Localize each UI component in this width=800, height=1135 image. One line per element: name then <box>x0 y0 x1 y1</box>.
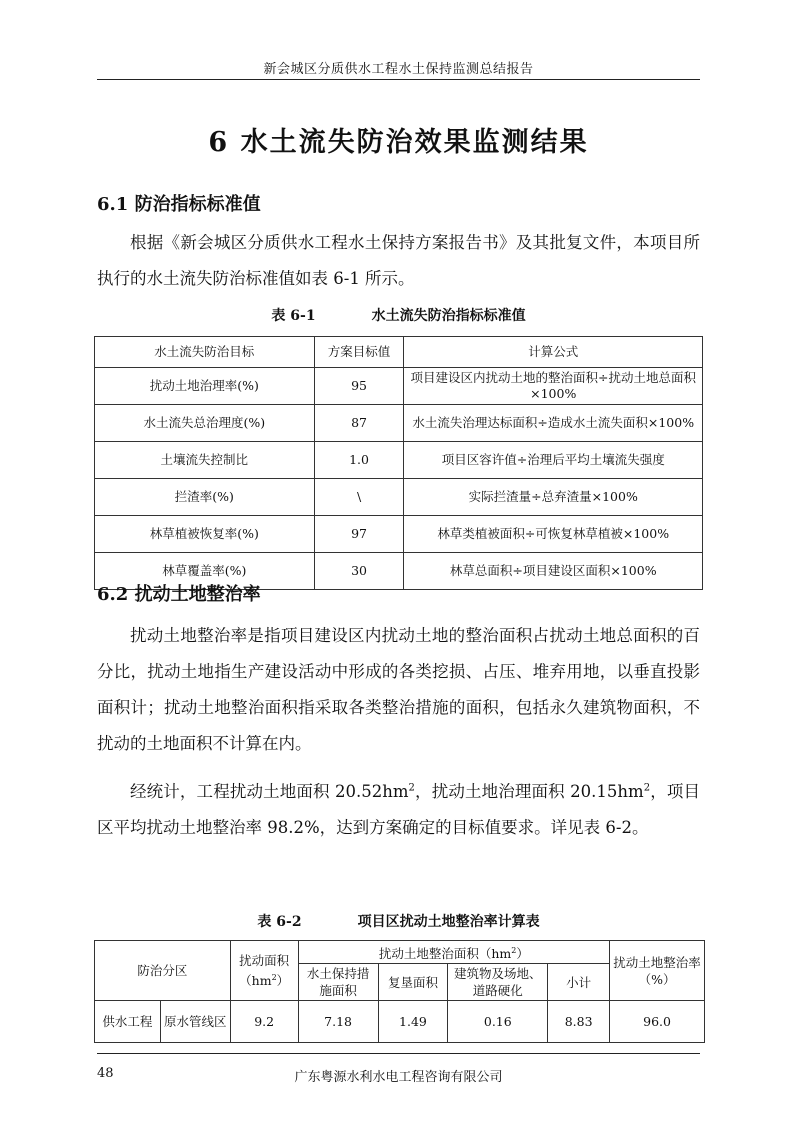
table-6-1-title: 水土流失防治指标标准值 <box>371 308 526 324</box>
col-header-disturbed-unit-end: ） <box>276 973 290 989</box>
cell-building: 0.16 <box>448 1001 548 1043</box>
cell-value: 1.0 <box>314 442 404 479</box>
cell-reclaim: 1.49 <box>378 1001 448 1043</box>
table-6-1-caption <box>97 305 700 325</box>
p2-text-b: ，扰动土地治理面积 20.15hm <box>414 782 644 801</box>
section-6-1-paragraph: 根据《新会城区分质供水工程水土保持方案报告书》及其批复文件，本项目所执行的水土流失防治标准值如表 6-1 所示。 <box>97 233 700 288</box>
col-header-soil: 水土保持措施面积 <box>298 964 378 1001</box>
col-header-treated-end: ） <box>516 946 529 962</box>
cell-disturbed: 9.2 <box>230 1001 298 1043</box>
cell-formula: 项目建设区内扰动土地的整治面积÷扰动土地总面积×100% <box>404 368 703 405</box>
cell-formula: 水土流失治理达标面积÷造成水土流失面积×100% <box>404 405 703 442</box>
table-header-row <box>95 337 703 368</box>
col-header-disturbed <box>230 941 298 1001</box>
table-header-row-1 <box>95 941 705 964</box>
table-row <box>95 442 703 479</box>
col-header-treated-label: 扰动土地整治面积（hm <box>378 946 512 962</box>
p2-text-c: ，项目区平均扰动土地整治率 98.2%，达到方案确定的目标值要求。详见表 6-2。 <box>97 782 700 837</box>
cell-formula: 林草总面积÷项目建设区面积×100% <box>404 553 703 590</box>
col-header-zone: 防治分区 <box>95 941 231 1001</box>
table-row <box>95 368 703 405</box>
cell-value: \ <box>314 479 404 516</box>
cell-target: 扰动土地治理率(%) <box>95 368 315 405</box>
cell-rate: 96.0 <box>610 1001 705 1043</box>
superscript: 2 <box>511 946 517 955</box>
cell-target: 拦渣率(%) <box>95 479 315 516</box>
table-row <box>95 479 703 516</box>
cell-soil: 7.18 <box>298 1001 378 1043</box>
col-header-disturbed-unit: （hm <box>239 973 272 989</box>
cell-target: 林草覆盖率(%) <box>95 553 315 590</box>
cell-target: 林草植被恢复率(%) <box>95 516 315 553</box>
footer-rule <box>97 1053 700 1054</box>
col-header-building: 建筑物及场地、道路硬化 <box>448 964 548 1001</box>
superscript: 2 <box>408 782 415 794</box>
col-header-target: 水土流失防治目标 <box>95 337 315 368</box>
section-6-2-paragraph-1: 扰动土地整治率是指项目建设区内扰动土地的整治面积占扰动土地总面积的百分比，扰动土地指生产建设活动中形成的各类挖损、占压、堆弃用地，以垂直投影面积计；扰动土地整治面积指采取各类整治措施的面积，包括永久建筑物面积，不扰动的土地面积不计算在内。 <box>97 626 700 753</box>
superscript: 2 <box>643 782 651 794</box>
col-header-treated <box>298 941 609 964</box>
page-number: 48 <box>97 1066 114 1081</box>
col-header-subtotal: 小计 <box>548 964 610 1001</box>
table-6-2-number: 表 6-2 <box>257 914 302 930</box>
cell-subtotal: 8.83 <box>548 1001 610 1043</box>
section-6-2-heading: 6.2 扰动土地整治率 <box>97 584 261 605</box>
footer-company: 广东粤源水利水电工程咨询有限公司 <box>294 1070 503 1085</box>
cell-target: 土壤流失控制比 <box>95 442 315 479</box>
cell-value: 97 <box>314 516 404 553</box>
table-row <box>95 1001 705 1043</box>
page-header: 新会城区分质供水工程水土保持监测总结报告 <box>263 62 534 77</box>
cell-project: 供水工程 <box>95 1001 161 1043</box>
col-header-reclaim: 复垦面积 <box>378 964 448 1001</box>
table-row <box>95 405 703 442</box>
table-6-1-number: 表 6-1 <box>271 308 316 324</box>
section-6-1-heading: 6.1 防治指标标准值 <box>97 194 261 215</box>
table-row <box>95 516 703 553</box>
cell-formula: 林草类植被面积÷可恢复林草植被×100% <box>404 516 703 553</box>
table-6-2-title: 项目区扰动土地整治率计算表 <box>357 914 540 930</box>
header-rule <box>97 79 700 80</box>
cell-formula: 项目区容许值÷治理后平均土壤流失强度 <box>404 442 703 479</box>
col-header-formula: 计算公式 <box>404 337 703 368</box>
section-6-2-paragraph-2 <box>97 774 700 846</box>
col-header-disturbed-label: 扰动面积 <box>239 953 290 968</box>
cell-zone: 原水管线区 <box>160 1001 230 1043</box>
cell-value: 87 <box>314 405 404 442</box>
chapter-title: 6 水土流失防治效果监测结果 <box>208 127 589 158</box>
cell-formula: 实际拦渣量÷总弃渣量×100% <box>404 479 703 516</box>
table-6-2-caption <box>97 911 700 931</box>
cell-value: 30 <box>314 553 404 590</box>
cell-target: 水土流失总治理度(%) <box>95 405 315 442</box>
col-header-rate: 扰动土地整治率（%） <box>610 941 705 1001</box>
p2-text-a: 经统计，工程扰动土地面积 20.52hm <box>130 782 409 801</box>
col-header-value: 方案目标值 <box>314 337 404 368</box>
table-6-1 <box>94 336 703 590</box>
cell-value: 95 <box>314 368 404 405</box>
superscript: 2 <box>271 973 277 982</box>
table-6-2 <box>94 940 705 1043</box>
